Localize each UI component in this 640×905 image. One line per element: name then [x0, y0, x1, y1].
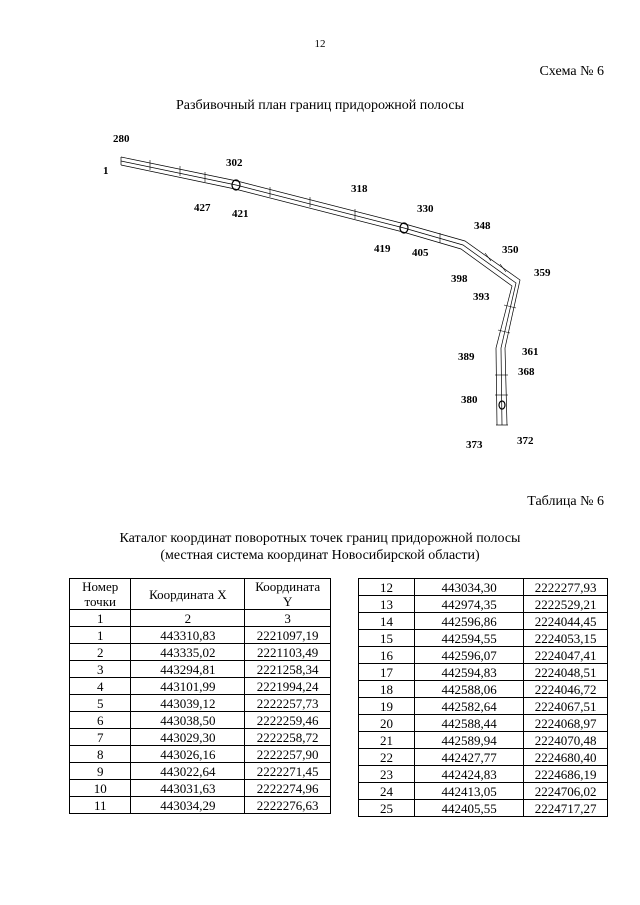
cell-coord-x: 443031,63 [131, 780, 245, 797]
cell-coord-y: 2221994,24 [245, 678, 331, 695]
table-row [70, 627, 331, 644]
cell-coord-y: 2222277,93 [524, 579, 608, 596]
cell-coord-y: 2222258,72 [245, 729, 331, 746]
table-row [359, 647, 608, 664]
cell-point-number: 10 [70, 780, 131, 797]
cell-coord-x: 443022,64 [131, 763, 245, 780]
table-row [359, 800, 608, 817]
point-label-405: 405 [412, 247, 429, 259]
cell-coord-y: 2224706,02 [524, 783, 608, 800]
cell-point-number: 23 [359, 766, 415, 783]
page-number: 12 [314, 38, 326, 50]
cell-point-number: 6 [70, 712, 131, 729]
point-label-318: 318 [351, 183, 368, 195]
table-header-row [70, 579, 331, 610]
cell-coord-x: 442589,94 [415, 732, 524, 749]
point-label-421: 421 [232, 208, 249, 220]
cell-point-number: 20 [359, 715, 415, 732]
cell-coord-x: 443335,02 [131, 644, 245, 661]
cell-coord-y: 2222257,90 [245, 746, 331, 763]
cell-coord-y: 2222529,21 [524, 596, 608, 613]
point-label-1: 1 [103, 165, 109, 177]
cell-coord-x: 443038,50 [131, 712, 245, 729]
table-row [359, 613, 608, 630]
point-label-389: 389 [458, 351, 475, 363]
cell-coord-x: 442974,35 [415, 596, 524, 613]
table-row [70, 729, 331, 746]
cell-point-number: 8 [70, 746, 131, 763]
table-row [359, 715, 608, 732]
strip-inner-line [121, 165, 512, 425]
cell-coord-y: 2222276,63 [245, 797, 331, 814]
scheme-label: Схема № 6 [539, 64, 604, 79]
table-row [359, 596, 608, 613]
table-body-left [70, 627, 331, 814]
point-label-393: 393 [473, 291, 490, 303]
cell-point-number: 22 [359, 749, 415, 766]
cell-point-number: 21 [359, 732, 415, 749]
point-label-427: 427 [194, 202, 211, 214]
point-label-372: 372 [517, 435, 534, 447]
cell-coord-x: 442424,83 [415, 766, 524, 783]
cell-coord-y: 2222259,46 [245, 712, 331, 729]
cell-coord-y: 2224044,45 [524, 613, 608, 630]
cell-coord-x: 443294,81 [131, 661, 245, 678]
cell-coord-x: 442588,44 [415, 715, 524, 732]
cell-point-number: 17 [359, 664, 415, 681]
cell-point-number: 3 [70, 661, 131, 678]
point-label-361: 361 [522, 346, 539, 358]
point-label-398: 398 [451, 273, 468, 285]
table-row [359, 698, 608, 715]
header-coord-x: Координата X [131, 579, 245, 610]
strip-outer-line [121, 157, 520, 425]
cell-coord-y: 2224046,72 [524, 681, 608, 698]
cell-point-number: 19 [359, 698, 415, 715]
table-row [359, 664, 608, 681]
point-label-302: 302 [226, 157, 243, 169]
table-row [70, 678, 331, 695]
table-row [70, 695, 331, 712]
cell-point-number: 5 [70, 695, 131, 712]
point-label-348: 348 [474, 220, 491, 232]
cell-coord-y: 2224070,48 [524, 732, 608, 749]
cell-point-number: 4 [70, 678, 131, 695]
cell-coord-x: 442413,05 [415, 783, 524, 800]
cell-coord-y: 2224680,40 [524, 749, 608, 766]
cell-point-number: 25 [359, 800, 415, 817]
cell-coord-y: 2224048,51 [524, 664, 608, 681]
cell-coord-y: 2224686,19 [524, 766, 608, 783]
table-label: Таблица № 6 [527, 494, 604, 509]
cell-coord-x: 442588,06 [415, 681, 524, 698]
table-row [70, 712, 331, 729]
coordinates-table-left [69, 578, 331, 814]
cell-point-number: 2 [70, 644, 131, 661]
cell-coord-x: 443026,16 [131, 746, 245, 763]
table-row [70, 746, 331, 763]
cell-coord-y: 2221097,19 [245, 627, 331, 644]
catalog-title-line: Каталог координат поворотных точек границ придорожной полосы [119, 531, 521, 546]
cell-coord-x: 442582,64 [415, 698, 524, 715]
point-label-380: 380 [461, 394, 478, 406]
cell-point-number: 7 [70, 729, 131, 746]
strip-center-line [121, 161, 516, 425]
header-point-number: Номер точки [70, 579, 131, 610]
cell-coord-x: 442427,77 [415, 749, 524, 766]
cell-coord-x: 443029,30 [131, 729, 245, 746]
cell-coord-x: 442594,83 [415, 664, 524, 681]
header-coord-y: Координата Y [245, 579, 331, 610]
cell-coord-x: 442596,86 [415, 613, 524, 630]
cell-point-number: 11 [70, 797, 131, 814]
table-row [359, 630, 608, 647]
strip-lines [121, 157, 520, 425]
point-label-373: 373 [466, 439, 483, 451]
cell-coord-x: 443034,30 [415, 579, 524, 596]
cell-point-number: 12 [359, 579, 415, 596]
strip-tick [485, 253, 491, 261]
table-row [359, 579, 608, 596]
cell-coord-y: 2224068,97 [524, 715, 608, 732]
cell-point-number: 13 [359, 596, 415, 613]
cell-coord-y: 2221103,49 [245, 644, 331, 661]
strip-tick [500, 264, 506, 272]
catalog-subtitle: (местная система координат Новосибирской области) [160, 548, 480, 563]
table-row [70, 797, 331, 814]
cell-coord-y: 2222271,45 [245, 763, 331, 780]
cell-point-number: 18 [359, 681, 415, 698]
table-row [359, 681, 608, 698]
cell-coord-x: 442596,07 [415, 647, 524, 664]
plan-title: Разбивочный план границ придорожной полосы [175, 98, 465, 113]
table-row [70, 661, 331, 678]
header-index-1: 1 [70, 610, 131, 627]
table-row [359, 766, 608, 783]
cell-coord-x: 443039,12 [131, 695, 245, 712]
catalog-title [0, 530, 640, 564]
cell-coord-x: 443034,29 [131, 797, 245, 814]
cell-point-number: 16 [359, 647, 415, 664]
table-row [70, 780, 331, 797]
cell-coord-y: 2222274,96 [245, 780, 331, 797]
point-label-350: 350 [502, 244, 519, 256]
cell-coord-y: 2221258,34 [245, 661, 331, 678]
cell-coord-x: 442405,55 [415, 800, 524, 817]
point-label-359: 359 [534, 267, 551, 279]
cell-point-number: 1 [70, 627, 131, 644]
header-index-2: 2 [131, 610, 245, 627]
table-body-right [359, 579, 608, 817]
cell-point-number: 9 [70, 763, 131, 780]
point-label-330: 330 [417, 203, 434, 215]
cell-coord-x: 443101,99 [131, 678, 245, 695]
cell-coord-y: 2222257,73 [245, 695, 331, 712]
cell-coord-x: 442594,55 [415, 630, 524, 647]
table-index-row [70, 610, 331, 627]
cell-coord-y: 2224717,27 [524, 800, 608, 817]
cell-point-number: 14 [359, 613, 415, 630]
cell-coord-y: 2224067,51 [524, 698, 608, 715]
point-label-368: 368 [518, 366, 535, 378]
cell-coord-y: 2224047,41 [524, 647, 608, 664]
table-row [359, 783, 608, 800]
table-row [70, 763, 331, 780]
point-label-280: 280 [113, 133, 130, 145]
table-row [359, 749, 608, 766]
cell-coord-x: 443310,83 [131, 627, 245, 644]
point-label-419: 419 [374, 243, 391, 255]
cell-coord-y: 2224053,15 [524, 630, 608, 647]
table-row [70, 644, 331, 661]
header-index-3: 3 [245, 610, 331, 627]
cell-point-number: 24 [359, 783, 415, 800]
coordinates-table-right [358, 578, 608, 817]
table-row [359, 732, 608, 749]
cell-point-number: 15 [359, 630, 415, 647]
